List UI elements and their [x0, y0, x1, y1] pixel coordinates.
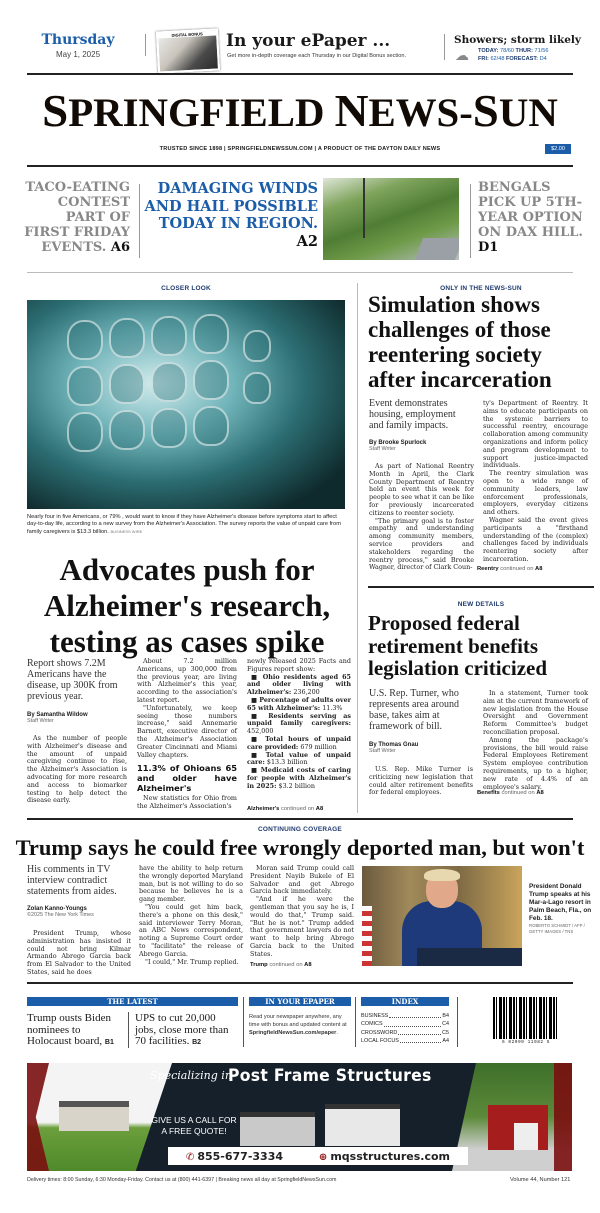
- deck-retirement: U.S. Rep. Turner, who represents area around base, takes aim at framework of bill.: [369, 688, 459, 732]
- article-column: U.S. Rep. Mike Turner is criticizing new legislation that could alter retirement benefits for federal employees.: [369, 765, 473, 797]
- storm-damage-photo[interactable]: [323, 178, 459, 260]
- ad-call-to-action: GIVE US A CALL FOR A FREE QUOTE!: [151, 1115, 237, 1136]
- fact-item: ■ Residents serving as unpaid family caregivers: 452,000: [247, 711, 351, 736]
- barcode-number: 6 02099 11982 5: [501, 1040, 550, 1045]
- rail-header-index: INDEX: [361, 997, 449, 1006]
- jump-link-trump[interactable]: Trump continued on A8: [250, 962, 312, 968]
- epaper-promo-subtitle: Get more in-depth coverage each Thursday in our Digital Bonus section.: [227, 53, 406, 59]
- article-column: President Trump, whose administration has insisted it could not bring Kilmar Armando Abrego Garcia back from El Salvador to the United States, said he does: [27, 929, 131, 976]
- rail-header-latest: THE LATEST: [27, 997, 238, 1006]
- divider: [128, 1012, 129, 1048]
- teaser-taco-contest[interactable]: TACO-EATING CONTEST PART OF FIRST FRIDAY EVENTS. A6: [24, 180, 130, 255]
- ad-title: Post Frame Structures: [228, 1066, 432, 1086]
- section-rule: [27, 818, 573, 820]
- article-column: Moran said Trump could call President Nayib Bukele of El Salvador and get Abrego Garcia back immediately. "And if he were the gentleman that you say he is, I would do that," Trump said. "But he is not." Trump added that government lawyers do not want to help bring Abrego Garcia back to the United States.: [250, 864, 354, 958]
- section-rule: [27, 982, 573, 984]
- kicker-only-in-news-sun: ONLY IN THE NEWS-SUN: [440, 285, 522, 292]
- facts-column: newly released 2025 Facts and Figures report show: ■ Ohio residents aged 65 and older living with Alzheimer's: 236,200 ■ Percentage of adults over 65 with Alzheimer's: 11.3% ■ Residents serving as unpaid family caregivers: 452,000 ■ Total hours of unpaid care provided: 679 million ■ Total value of unpaid care: $13.3 billion ■ Medicaid costs of caring for people with Alzheimer's in 2025: $3.2 billion: [247, 657, 352, 790]
- phone-icon: ✆: [185, 1151, 195, 1163]
- teaser-damaging-winds[interactable]: DAMAGING WINDS AND HAIL POSSIBLE TODAY IN REGION. A2: [144, 180, 318, 250]
- headline-reentry[interactable]: Simulation shows challenges of those reentering society after incarceration: [368, 292, 552, 392]
- index-item[interactable]: CROSSWORD C5: [361, 1029, 449, 1036]
- article-column: About 7.2 million Americans, up 300,000 from the previous year, are living with Alzheimer's this year, according to the association's latest report. "Unfortunately, we keep seeing those numbers increase," said Annemarie Barnett, executive director of the Alzheimer's Association Greater Cincinnati and Miami Valley chapters. 11.3% of Ohioans 65 and older have Alzheimer's New statistics for Ohio from the Alzheimer's Association's: [137, 657, 237, 811]
- epaper-promo-text: Read your newspaper anywhere, any time with bonus and updated content at SpringfieldNewsSun.com/epaper.: [249, 1014, 347, 1036]
- brain-scan-photo[interactable]: [27, 300, 345, 509]
- ad-website[interactable]: ⊕ mqsstructures.com: [318, 1149, 451, 1163]
- masthead-tagline: TRUSTED SINCE 1898 | SPRINGFIELDNEWSSUN.COM | A PRODUCT OF THE DAYTON DAILY NEWS: [159, 146, 441, 152]
- index-item[interactable]: COMICS C4: [361, 1021, 449, 1028]
- masthead-rule: [27, 165, 573, 167]
- divider: [457, 997, 458, 1047]
- divider: [145, 34, 146, 56]
- epaper-link[interactable]: SpringfieldNewsSun.com/epaper: [249, 1030, 337, 1036]
- divider: [355, 997, 356, 1047]
- article-column: ty's Department of Reentry. It aims to educate participants on the systemic barriers to successful reentry, encourage collaboration among community organizations and inform policy and program development to support justice-impacted individuals. The reentry simulation was open to a wide range of community leaders, law enforcement professionals, employers, everyday citizens and others. Wagner said the event gives participants a "firsthand understanding of the (complex) challenges faced by individuals reentering society after incarceration.: [483, 399, 588, 563]
- weather-temps: TODAY: 78/60 THUR: 71/56 FRI: 62/48 FORECAST: D4: [478, 48, 549, 62]
- ad-phone[interactable]: ✆ 855-677-3334: [185, 1149, 284, 1163]
- latest-item[interactable]: Trump ousts Biden nominees to Holocaust board, B1: [27, 1012, 114, 1047]
- jump-link-benefits[interactable]: Benefits continued on A8: [477, 790, 544, 796]
- fact-item: ■ Total value of unpaid care: $13.3 billion: [247, 750, 351, 767]
- thumb-label: DIGITAL BONUS: [158, 31, 216, 39]
- index-item[interactable]: LOCAL FOCUS A4: [361, 1037, 449, 1044]
- headline-trump[interactable]: Trump says he could free wrongly deported man, but won't: [15, 835, 585, 860]
- headline-retirement[interactable]: Proposed federal retirement benefits legislation criticized: [368, 611, 548, 680]
- subhead: 11.3% of Ohioans 65 and older have Alzheimer's: [137, 763, 237, 794]
- trump-photo[interactable]: [362, 866, 522, 966]
- headline-alzheimers[interactable]: Advocates push for Alzheimer's research, testing as cases spike: [43, 552, 331, 659]
- latest-item[interactable]: UPS to cut 20,000 jobs, close more than 70 facilities. B2: [135, 1012, 229, 1047]
- divider: [444, 34, 445, 60]
- weather-headline: Showers; storm likely: [454, 34, 581, 46]
- byline-reentry: By Brooke Spurlock Staff Writer: [369, 440, 427, 452]
- article-column: have the ability to help return the wrongly deported Maryland man, but is not willing to do so because he believes he is a gang member. "You could get him back, there's a phone on this desk," said interviewer Terry Moran, an ABC News correspondent, noting a Supreme Court order to "facilitate" the release of Abrego Garcia. "I could," Mr. Trump replied.: [139, 864, 243, 966]
- deck-trump: His comments in TV interview contradict statements from aides.: [27, 864, 117, 897]
- jump-link-alzheimers[interactable]: Alzheimer's continued on A8: [247, 806, 324, 812]
- barcode-icon: [493, 997, 559, 1039]
- globe-icon: ⊕: [318, 1151, 328, 1163]
- article-column: In a statement, Turner took aim at the current framework of new legislation from the House Oversight and Government Reform Committee's budget reconciliation proposal. Among the package's provisions, the bill would raise Federal Employees Retirement System employee contribution requirements, up to a higher, new rate of 4.4% of an employee's salary.: [483, 689, 588, 791]
- epaper-promo-title[interactable]: In your ePaper ...: [226, 31, 391, 51]
- ad-contact-bar: [168, 1147, 468, 1165]
- masthead-logo[interactable]: SPRINGFIELD NEWS-SUN: [42, 85, 558, 136]
- index-list: [361, 1012, 449, 1045]
- article-column: As the number of people with Alzheimer's disease and the amount of unpaid caregiving continue to rise, the Alzheimer's Association is advocating for more research and access to biomarker testing to help detect the disease early.: [27, 734, 127, 805]
- epaper-thumbnail[interactable]: [156, 28, 220, 73]
- fact-item: ■ Total hours of unpaid care provided: 679 million: [247, 734, 351, 751]
- dateline: [28, 32, 128, 59]
- footer-delivery-info: Delivery times: 8:00 Sunday, 6:30 Monday-Friday. Contact us at (800) 441-6397 | Breaking news all day at SpringfieldNewsSun.com: [27, 1177, 337, 1183]
- price-badge: $2.00: [545, 144, 571, 154]
- photo-caption: President Donald Trump speaks at his Mar-a-Lago resort in Palm Beach, Fla., on Feb. 18. ROBERTO SCHMIDT / AFP / GETTY IMAGES / TNS: [529, 883, 592, 934]
- fact-item: ■ Percentage of adults over 65 with Alzheimer's: 11.3%: [247, 695, 352, 712]
- date: May 1, 2025: [55, 50, 101, 59]
- top-rule: [27, 73, 573, 75]
- photo-caption: Nearly four in five Americans, or 79% , would want to know if they have Alzheimer's disease before symptoms start to affect day-to-day life, according to a new survey from the Alzheimer's Association. The survey reports the value of unpaid care from family caregivers is $13.3 billion. BUSINESS WIRE: [27, 514, 341, 536]
- weekday: Thursday: [41, 32, 115, 48]
- fact-item: ■ Ohio residents aged 65 and older living with Alzheimer's: 236,200: [247, 672, 351, 697]
- kicker-continuing-coverage: CONTINUING COVERAGE: [258, 826, 342, 833]
- deck-alzheimers: Report shows 7.2M Americans have the disease, up 300K from previous year.: [27, 658, 118, 702]
- divider: [470, 184, 471, 258]
- storm-cloud-icon: ☁: [455, 48, 469, 64]
- divider: [243, 997, 244, 1047]
- teaser-rule: [27, 272, 573, 273]
- byline-trump: Zolan Kanno-Youngs ©2025 The New York Times: [27, 906, 94, 918]
- fact-item: ■ Medicaid costs of caring for people with Alzheimer's in 2025: $3.2 billion: [247, 766, 351, 790]
- article-column: As part of National Reentry Month in April, the Clark County Department of Reentry held an event this week for people to see what it can be like for previously incarcerated citizens to reenter society. "The primary goal is to foster empathy and understanding among community members, service providers and stakeholders regarding the reentry process," said Brooke Wagner, director of Clark Coun-: [369, 462, 474, 572]
- volume-number: Volume 44, Number 121: [510, 1177, 571, 1183]
- ad-specializing: Specializing in: [150, 1069, 232, 1082]
- teaser-bengals[interactable]: BENGALS PICK UP 5TH-YEAR OPTION ON DAX HILL. D1: [478, 180, 583, 255]
- index-item[interactable]: BUSINESS B4: [361, 1013, 449, 1019]
- rail-header-epaper: IN YOUR EPAPER: [249, 997, 351, 1006]
- kicker-new-details: NEW DETAILS: [457, 601, 505, 608]
- divider: [139, 184, 140, 258]
- ad-sheds-image: [240, 1104, 400, 1146]
- byline-alzheimers: By Samantha Wildow Staff Writer: [27, 712, 88, 724]
- deck-reentry: Event demonstrates housing, employment and family impacts.: [369, 398, 456, 431]
- column-divider: [357, 283, 358, 813]
- jump-link-reentry[interactable]: Reentry continued on A8: [477, 566, 543, 572]
- kicker-closer-look: CLOSER LOOK: [161, 285, 211, 292]
- byline-retirement: By Thomas Gnau Staff Writer: [369, 742, 419, 754]
- section-rule: [368, 586, 594, 588]
